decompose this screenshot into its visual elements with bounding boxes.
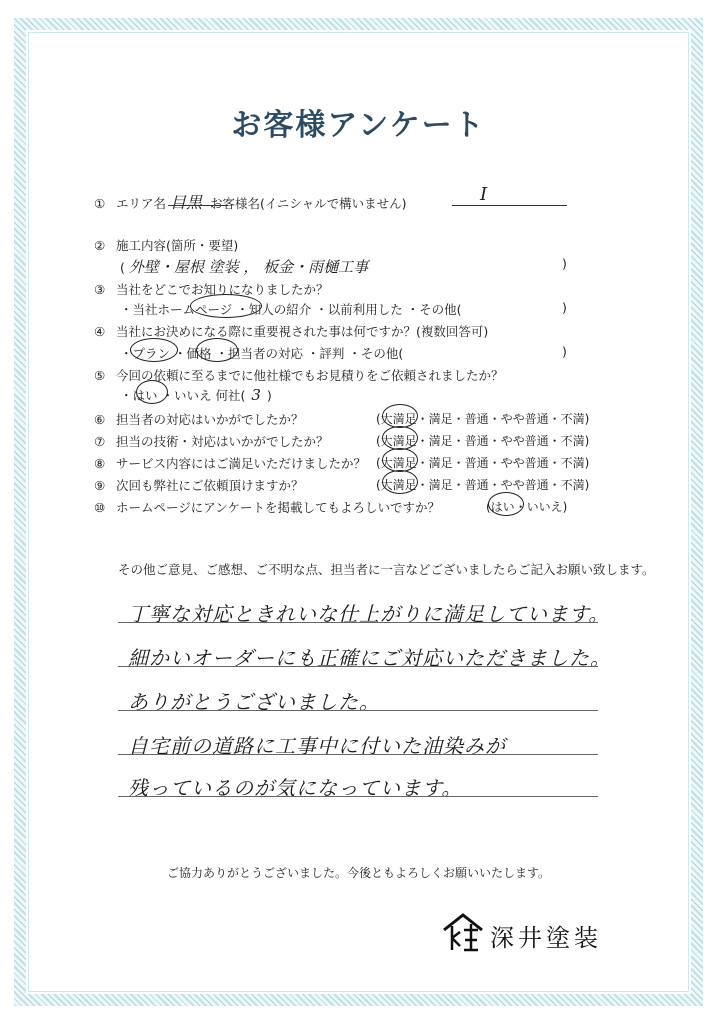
question-6 xyxy=(94,410,304,428)
selected-mark xyxy=(382,426,418,450)
source-options: ・当社ホームページ ・知人の紹介 ・以前利用した ・その他( xyxy=(120,302,462,317)
selected-mark xyxy=(196,338,238,362)
question-label: 施工内容(箇所・要望) xyxy=(116,238,239,253)
company-count: 3 xyxy=(251,386,261,404)
question-1 xyxy=(94,190,407,213)
question-number: ⑥ xyxy=(94,412,106,427)
selected-mark xyxy=(488,492,524,516)
question-number: ① xyxy=(94,196,106,211)
question-7 xyxy=(94,432,329,450)
question-label: 当社をどこでお知りになりましたか？ xyxy=(116,282,329,297)
question-label: 当社にお決めになる際に重要視された事は何ですか？(複数回答可) xyxy=(116,324,489,339)
company-name: 深井塗装 xyxy=(490,924,602,952)
question-label: 担当者の対応はいかがでしたか？ xyxy=(116,412,304,427)
satisfaction-scale: (大満足・満足・普通・やや普通・不満) xyxy=(376,478,590,492)
satisfaction-scale: (大満足・満足・普通・やや普通・不満) xyxy=(376,456,590,470)
estimate-choices: ・はい ・いいえ 何社( xyxy=(120,388,246,403)
paren-close: ) xyxy=(562,344,567,359)
satisfaction-scale: (大満足・満足・普通・やや普通・不満) xyxy=(376,434,590,448)
question-8 xyxy=(94,454,366,472)
paren-close: ) xyxy=(562,300,567,315)
comment-rule xyxy=(118,622,598,623)
paren-close: ) xyxy=(266,388,272,403)
question-2 xyxy=(94,236,238,254)
selected-mark xyxy=(382,404,418,428)
area-label: エリア名 xyxy=(116,196,167,211)
comment-line-5: 残っているのが気になっています。 xyxy=(128,776,463,800)
question-label: 担当の技術・対応はいかがでしたか？ xyxy=(116,434,329,449)
name-label: お客様名(イニシャルで構いません) xyxy=(210,196,407,211)
area-underline xyxy=(168,205,228,206)
selected-mark xyxy=(130,338,178,362)
comment-line-4: 自宅前の道路に工事中に付いた油染みが xyxy=(128,734,506,758)
selected-mark xyxy=(382,448,418,472)
question-9 xyxy=(94,476,304,494)
construction-value: 外壁・屋根 塗装 ， 板金・雨樋工事 xyxy=(128,258,369,276)
comment-rule xyxy=(118,754,598,755)
question-number: ⑧ xyxy=(94,456,106,471)
page-title: お客様アンケート xyxy=(231,108,486,143)
question-number: ② xyxy=(94,238,106,253)
question-number: ⑤ xyxy=(94,368,106,383)
comment-line-1: 丁寧な対応ときれいな仕上がりに満足しています。 xyxy=(128,602,610,626)
paren-open: ( xyxy=(120,260,125,275)
question-label: 今回の依頼に至るまでに他社様でもお見積りをご依頼されましたか？ xyxy=(116,368,504,383)
construction-details xyxy=(120,256,368,277)
question-number: ⑨ xyxy=(94,478,106,493)
question-number: ③ xyxy=(94,282,106,297)
paren-close: ) xyxy=(562,256,567,271)
question-number: ④ xyxy=(94,324,106,339)
question-10 xyxy=(94,498,440,516)
comment-rule xyxy=(118,666,598,667)
satisfaction-scale: (大満足・満足・普通・やや普通・不満) xyxy=(376,412,590,426)
selected-mark xyxy=(382,470,418,494)
comment-line-3: ありがとうございました。 xyxy=(128,690,380,714)
area-value: 目黒 xyxy=(170,193,203,212)
reason-options: ・プラン ・価格 ・担当者の対応 ・評判 ・その他( xyxy=(120,346,404,361)
comment-rule xyxy=(118,710,598,711)
comment-line-2: 細かいオーダーにも正確にご対応いただきました。 xyxy=(128,646,611,670)
question-number: ⑩ xyxy=(94,500,106,515)
selected-mark xyxy=(136,380,168,404)
question-label: ホームページにアンケートを掲載してもよろしいですか？ xyxy=(116,500,441,515)
comment-rule xyxy=(118,796,598,797)
comment-prompt: その他ご意見、ご感想、ご不明な点、担当者に一言などございましたらご記入お願い致します。 xyxy=(118,562,655,577)
publish-options: (はい・いいえ) xyxy=(486,500,568,514)
question-label: 次回も弊社にご依頼頂けますか？ xyxy=(116,478,304,493)
company-logo xyxy=(440,910,640,958)
name-underline xyxy=(452,205,567,206)
thanks-message: ご協力ありがとうございました。今後ともよろしくお願いいたします。 xyxy=(166,866,551,880)
customer-name-value: I xyxy=(480,184,488,205)
selected-mark xyxy=(190,294,262,318)
question-label: サービス内容にはご満足いただけましたか？ xyxy=(116,456,367,471)
house-logo-icon xyxy=(440,910,486,956)
question-number: ⑦ xyxy=(94,434,106,449)
